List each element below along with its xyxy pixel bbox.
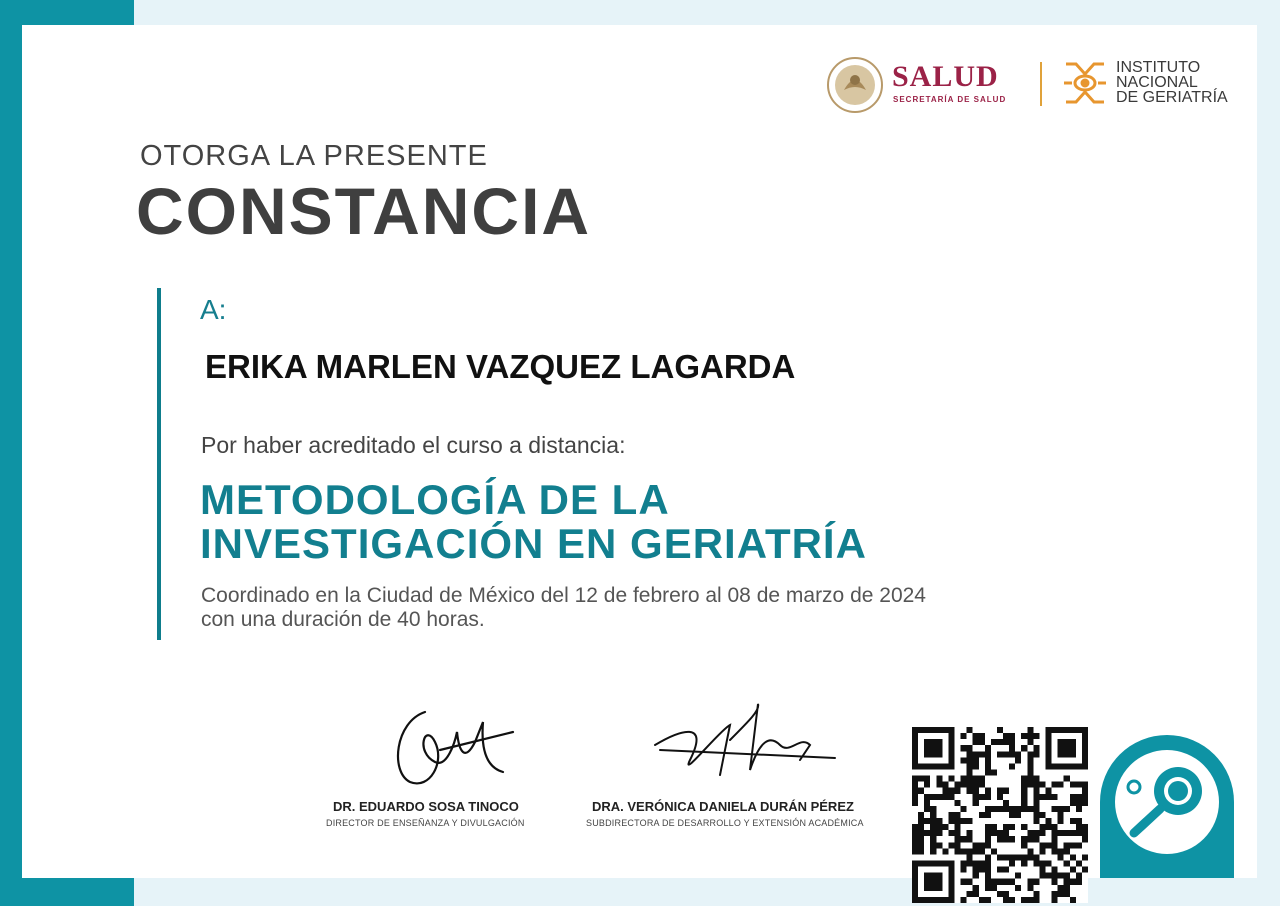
- left-accent-bar: [0, 0, 22, 906]
- salud-logo-text: SALUD: [892, 60, 999, 93]
- qr-code-icon[interactable]: [912, 727, 1088, 903]
- course-title: [200, 478, 867, 566]
- recipient-name: ERIKA MARLEN VAZQUEZ LAGARDA: [205, 348, 796, 385]
- signatory-2-role: SUBDIRECTORA DE DESARROLLO Y EXTENSIÓN ACADÉMICA: [586, 818, 864, 828]
- signatory-1-name: DR. EDUARDO SOSA TINOCO: [333, 799, 519, 814]
- header-logos: [826, 56, 1246, 116]
- signatory-1-role: DIRECTOR DE ENSEÑANZA Y DIVULGACIÓN: [326, 818, 525, 828]
- institute-line: NACIONAL: [1116, 74, 1198, 91]
- bottom-accent-bar: [0, 878, 134, 906]
- course-details-line: con una duración de 40 horas.: [201, 608, 485, 631]
- course-details: [201, 584, 926, 632]
- recipient-label: A:: [200, 294, 227, 325]
- course-title-line: INVESTIGACIÓN EN GERIATRÍA: [200, 520, 867, 567]
- signature-1-image: [385, 702, 525, 792]
- geriatria-logo-icon: [1062, 58, 1108, 108]
- magnifier-verify-icon[interactable]: [1100, 735, 1234, 878]
- content-accent-line: [157, 288, 161, 640]
- salud-subtitle: SECRETARÍA DE SALUD: [893, 95, 1007, 104]
- institute-line: DE GERIATRÍA: [1116, 89, 1228, 106]
- institute-name: [1116, 60, 1228, 105]
- institute-line: INSTITUTO: [1116, 59, 1201, 76]
- signature-2-image: [650, 700, 840, 790]
- course-title-line: METODOLOGÍA DE LA: [200, 476, 670, 523]
- signatory-2-name: DRA. VERÓNICA DANIELA DURÁN PÉREZ: [592, 799, 854, 814]
- intro-text: OTORGA LA PRESENTE: [140, 140, 488, 172]
- mexican-seal-icon: [826, 56, 884, 114]
- logo-divider: [1040, 62, 1042, 106]
- course-details-line: Coordinado en la Ciudad de México del 12 de febrero al 08 de marzo de 2024: [201, 584, 926, 607]
- certificate-title: CONSTANCIA: [136, 174, 592, 248]
- reason-text: Por haber acreditado el curso a distancia:: [201, 432, 626, 458]
